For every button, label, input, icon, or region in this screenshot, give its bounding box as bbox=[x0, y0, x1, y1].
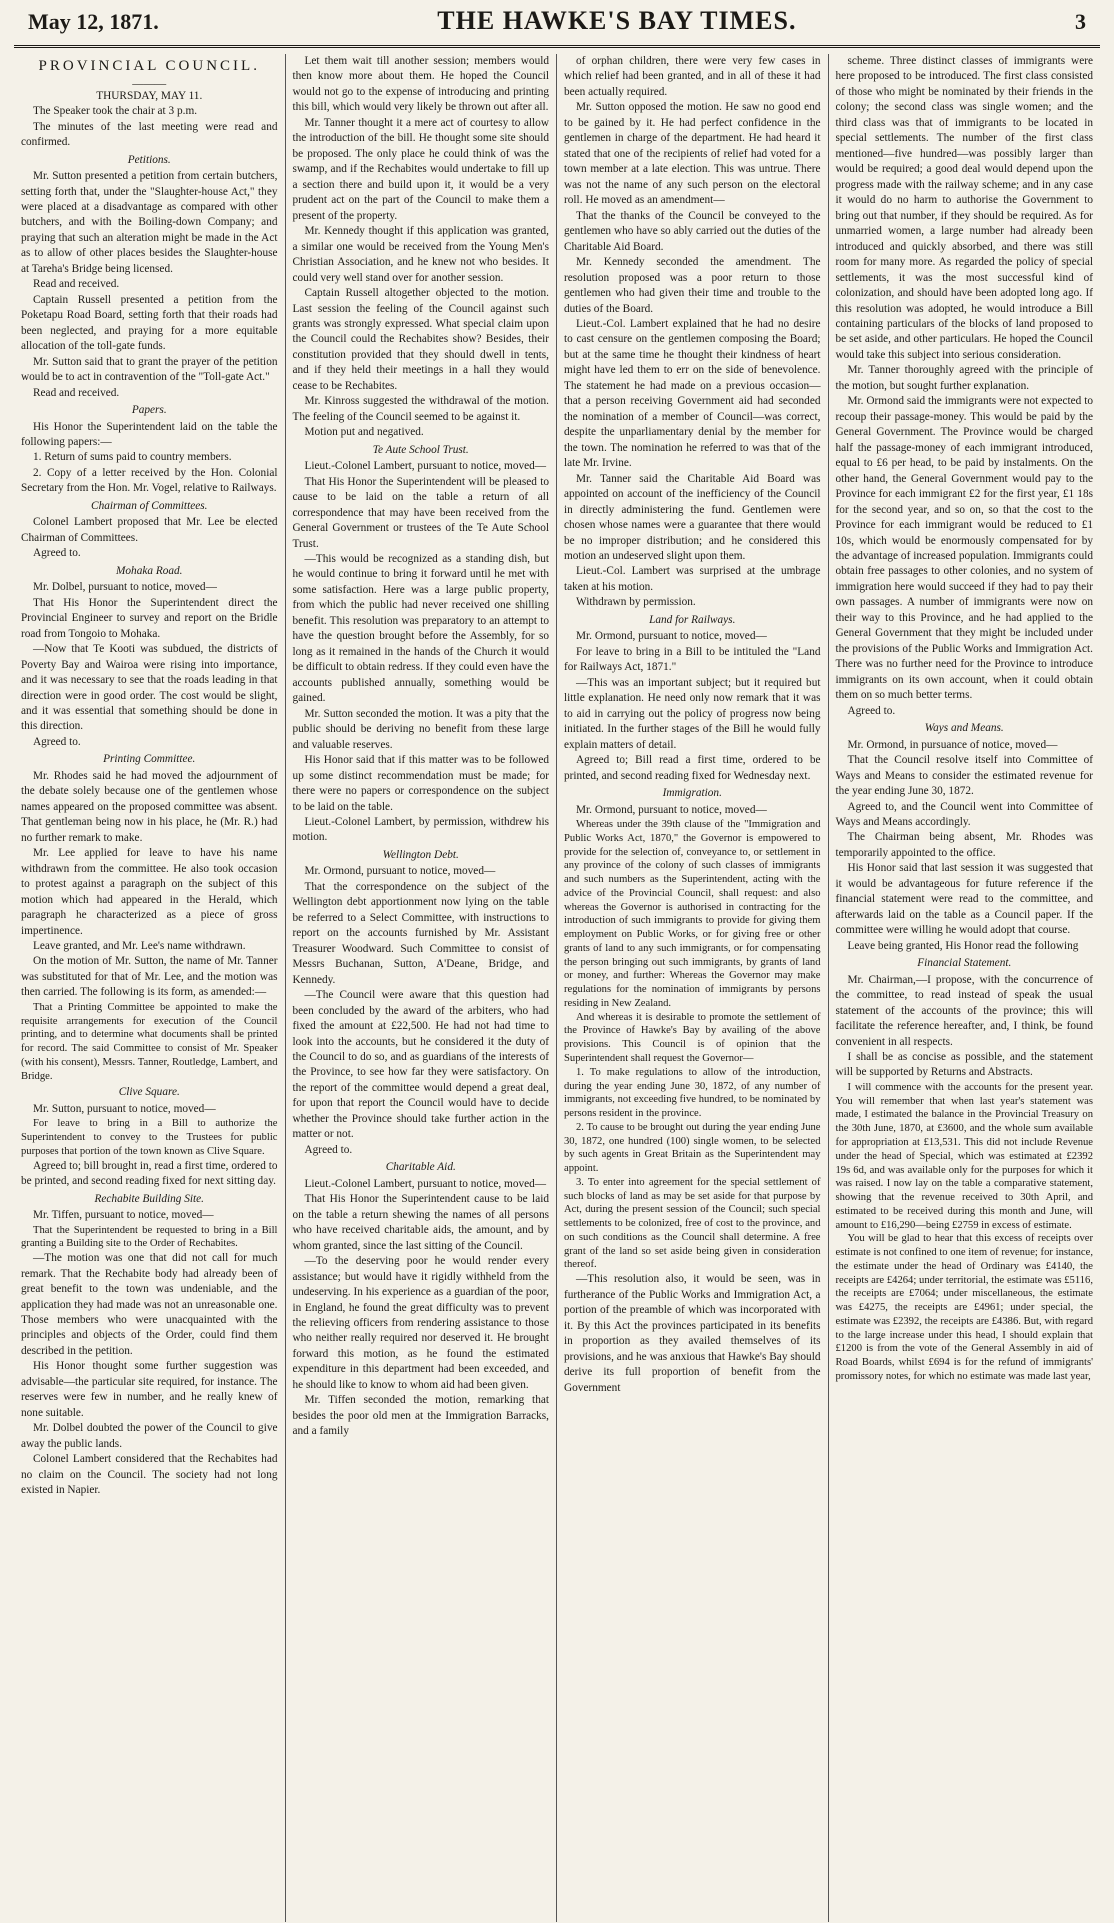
paragraph: That His Honor the Superintendent will be pleased to cause to be laid on the table a return of all correspondence that may have been received from the General Government or trustees of the Te Aute School Trust. bbox=[292, 475, 549, 550]
section-heading: Wellington Debt. bbox=[382, 848, 459, 861]
paragraph: Lieut.-Colonel Lambert, pursuant to notice, moved— bbox=[304, 1177, 547, 1190]
paragraph: Agreed to. bbox=[33, 547, 81, 560]
paragraph: Leave granted, and Mr. Lee's name withdrawn. bbox=[33, 940, 246, 953]
paragraph: The Speaker took the chair at 3 p.m. bbox=[33, 105, 198, 118]
paragraph: —The motion was one that did not call for much remark. That the Rechabite body had already been of great benefit to the town was undeniable, and the application they had made was not an unreasonable one. Those members who were unacquainted with the principles and objects of the Order, could find them described in the petition. bbox=[21, 1252, 278, 1357]
paragraph: Colonel Lambert considered that the Rechabites had no claim on the Council. The society had not long existed in Napier. bbox=[21, 1453, 278, 1497]
paragraph: Mr. Sutton said that to grant the prayer of the petition would be to act in contravention of the "Toll-gate Act." bbox=[21, 355, 278, 384]
paragraph: On the motion of Mr. Sutton, the name of Mr. Tanner was substituted for that of Mr. Lee, and the motion was then carried. The following is its form, as amended:— bbox=[21, 955, 278, 999]
motion-text: For leave to bring in a Bill to authorize the Superintendent to convey to the Trustees for public purposes that portion of the town known as Clive Square. bbox=[21, 1118, 278, 1157]
paragraph: His Honor said that last session it was suggested that it would be advantageous for future reference if the financial statement were read to the committee, and afterwards laid on the table as a Council paper. If the committee were willing he would adopt that course. bbox=[835, 862, 1093, 937]
motion-text: You will be glad to hear that this excess of receipts over estimate is not confined to one item of revenue; for instance, the estimate under the head of Ordinary was £4140, the receipts are £4264; under territorial, the estimate was £5116, the receipts are £7064; under miscellaneous, the estimate was £4275, the receipts are £4961; under special, the estimate was £2392, the receipts are £4386. But, with regard to the large increase under this head, I should explain that £1200 is from the vote of the General Assembly in aid of Road Boards, whilst £694 is for the refund of immigrants' promissory notes, for which no estimate was made last year, bbox=[835, 1233, 1093, 1383]
paragraph: Colonel Lambert proposed that Mr. Lee be elected Chairman of Committees. bbox=[21, 516, 278, 544]
paragraph: Mr. Chairman,—I propose, with the concurrence of the committee, to read instead of speak the usual statement of the accounts of the province; this will facilitate the reference hereafter, and, I think, be found convenient in all respects. bbox=[835, 973, 1093, 1048]
paragraph: Lieut.-Colonel Lambert, by permission, withdrew his motion. bbox=[292, 815, 549, 844]
paragraph: Withdrawn by permission. bbox=[576, 596, 696, 609]
paragraph: Mr. Ormond said the immigrants were not expected to recoup their passage-money. This would be paid by the General Government. The Province would be charged half the passage-money of each immigrant introduced, equal to £6 per head, to be paid by instalments. On the other hand, the General Government would pay to the Province for each immigrant £2 for the first year, £1 18s for the second year, and so on, so that the cost to the Province for each immigrant would be reduced to £1 10s, which would be enormously compensated for by the advantage of increased population. Immigrants could obtain free passages to other colonies, and no system of immigration here would succeed if they had to pay their own passages. A number of immigrants were now on their way to this Province, and he had applied to the General Government that they might be included under the provisions of the Public Works and Immigration Act. There was no further need for the Province to introduce immigrants on its own account, when it could obtain them on so much better terms. bbox=[835, 395, 1093, 702]
section-heading: Chairman of Committees. bbox=[91, 499, 208, 512]
paragraph: I shall be as concise as possible, and the statement will be supported by Returns and Abstracts. bbox=[835, 1051, 1093, 1079]
paragraph: That His Honor the Superintendent cause to be laid on the table a return shewing the names of all persons who have received charitable aids, the amount, and by whom granted, since the last sitting of the Council. bbox=[292, 1193, 549, 1252]
paragraph: scheme. Three distinct classes of immigrants were here proposed to be introduced. The first class consisted of those who might be nominated by their friends in the colony; the second class was single women; and the third class was that of immigrants to be located in special settlements. The number of the first class mentioned—five hundred—was possibly larger than would be required; a good deal would depend upon the progress made with the railway scheme; and in any case it would do no harm to authorise the Government to bring out that number, if they should be required. As for unmarried women, a large number had already been introduced and quickly absorbed, and there was still room for many more. As regarded the policy of special settlements, it was the most successful kind of colonization, and should have been adopted long ago. If this resolution was adopted, he would introduce a Bill containing particulars of the blocks of land proposed to be set aside, and other particulars. He hoped the Council would take this subject into serious consideration. bbox=[835, 55, 1093, 361]
paragraph: Agreed to. bbox=[33, 735, 81, 748]
paragraph: —To the deserving poor he would render every assistance; but would have it rigidly withheld from the undeserving. In his experience as a guardian of the poor, in England, he found the great difficulty was to prevent the relieving officers from rendering assistance to those who neither really required nor deserved it. He brought forward this motion, as he found the estimated expenditure in this department had been exceeded, and he should like to know to whom aid had been given. bbox=[292, 1255, 549, 1391]
paragraph: Mr. Lee applied for leave to have his name withdrawn from the committee. He also took occasion to protest against a paragraph on the subject of this motion which had appeared in the Herald, which paragraph he characterized as a piece of gross impertinence. bbox=[21, 847, 278, 937]
motion-text: 1. To make regulations to allow of the introduction, during the year ending June 30, 1872, of any number of immigrants, not exceeding five hundred, to be nominated by persons resident in the province. bbox=[564, 1066, 821, 1120]
paragraph: That the thanks of the Council be conveyed to the gentlemen who have so ably carried out the duties of the Charitable Aid Board. bbox=[564, 209, 821, 253]
column-4 bbox=[829, 54, 1101, 1922]
paragraph: Captain Russell presented a petition from the Poketapu Road Board, setting forth that their roads had been neglected, and praying for a more equitable allocation of the toll-gate funds. bbox=[21, 293, 278, 353]
paragraph: 1. Return of sums paid to country members. bbox=[33, 451, 232, 464]
paragraph: His Honor thought some further suggestion was advisable—the particular site required, for instance. The reserves were few in number, and he really knew of none suitable. bbox=[21, 1360, 278, 1419]
paragraph: Read and received. bbox=[33, 278, 120, 291]
paragraph: Mr. Sutton presented a petition from certain butchers, setting forth that, under the "Slaughter-house Act," they were placed at a disadvantage as compared with other butchers, and with the Boiling-down Company; and praying that such an alteration might be made in the Act as to allow of other places besides the Slaughter-house at Tareha's Bridge being licensed. bbox=[21, 170, 278, 275]
section-heading: Mohaka Road. bbox=[115, 564, 183, 577]
paragraph: 2. Copy of a letter received by the Hon. Colonial Secretary from the Hon. Mr. Vogel, relative to Railways. bbox=[21, 466, 278, 495]
section-heading: Petitions. bbox=[127, 153, 171, 166]
newspaper-title: THE HAWKE'S BAY TIMES. bbox=[437, 6, 797, 35]
paragraph: Mr. Kennedy seconded the amendment. The resolution proposed was a poor return to those gentlemen who had given their time and trouble to the duties of the Board. bbox=[564, 256, 821, 315]
section-heading: Rechabite Building Site. bbox=[94, 1192, 204, 1205]
motion-text: That a Printing Committee be appointed to make the requisite arrangements for execution of the Council printing, and to determine what documents shall be printed for record. The said Committee to consist of Mr. Speaker (with his consent), Messrs. Tanner, Routledge, Lambert, and Bridge. bbox=[21, 1001, 278, 1082]
paragraph: Mr. Sutton seconded the motion. It was a pity that the public should be deriving no benefit from these large and valuable reserves. bbox=[292, 707, 549, 751]
page-number: 3 bbox=[1074, 9, 1086, 34]
paragraph: —This was an important subject; but it required but little explanation. He need only now remark that it was to aid in carrying out the policy of progress now being initiated. In the further stages of the Bill he would fully explain matters of detail. bbox=[564, 676, 821, 751]
paragraph: —Now that Te Kooti was subdued, the districts of Poverty Bay and Wairoa were rising into importance, and it was necessary to see that the roads leading in that direction were in good order. The cost would be slight, and it was essential that something should be done in this direction. bbox=[21, 643, 278, 733]
column-3 bbox=[557, 54, 829, 1922]
paragraph: Mr. Tanner said the Charitable Aid Board was appointed on account of the inefficiency of the Council in directly administering the fund. Gentlemen were chosen whose names were a guarantee that there would be no improper distribution; and he considered this motion an undeserved slight upon them. bbox=[564, 472, 821, 562]
paragraph: Mr. Rhodes said he had moved the adjournment of the debate solely because one of the gentlemen whose names appeared on the proposed committee was absent. That gentleman being now in his place, he (Mr. R.) had no further remark to make. bbox=[21, 769, 278, 844]
paragraph: Motion put and negatived. bbox=[304, 426, 424, 439]
section-heading: Charitable Aid. bbox=[385, 1161, 456, 1174]
column-1 bbox=[14, 54, 286, 1922]
paragraph: Mr. Kinross suggested the withdrawal of the motion. The feeling of the Council seemed to be against it. bbox=[292, 395, 549, 423]
rule-dash: ——— bbox=[132, 77, 167, 90]
article-columns bbox=[14, 54, 1100, 1922]
section-heading: Ways and Means. bbox=[924, 722, 1004, 735]
dateline: THURSDAY, MAY 11. bbox=[96, 89, 203, 102]
paragraph: —This resolution also, it would be seen, was in furtherance of the Public Works and Immigration Act, a portion of the preamble of which was incorporated with it. By this Act the provinces participated in its benefits in proportion as they availed themselves of its provisions, and he was anxious that Hawke's Bay should derive its full proportion of benefit from the Government bbox=[564, 1273, 821, 1394]
section-heading: Land for Railways. bbox=[649, 613, 736, 626]
paragraph: Captain Russell altogether objected to the motion. Last session the feeling of the Council against such grants was strongly expressed. What special claim upon the Council could the Rechabites show? Besides, their constitution provided that they should dwell in tents, and if they held their meetings in a hall they would cease to be Rechabites. bbox=[292, 287, 549, 392]
paragraph: Agreed to, and the Council went into Committee of Ways and Means accordingly. bbox=[835, 800, 1093, 828]
paragraph: Mr. Sutton, pursuant to notice, moved— bbox=[33, 1102, 216, 1115]
paragraph: Mr. Tiffen, pursuant to notice, moved— bbox=[33, 1209, 214, 1222]
masthead bbox=[14, 6, 1100, 48]
paragraph: Mr. Ormond, pursuant to notice, moved— bbox=[576, 803, 767, 816]
paragraph: Mr. Tiffen seconded the motion, remarking that besides the poor old men at the Immigration Barracks, and a family bbox=[292, 1394, 549, 1438]
paragraph: Mr. Tanner thoroughly agreed with the principle of the motion, but sought further explanation. bbox=[835, 364, 1093, 392]
paragraph: Leave being granted, His Honor read the following bbox=[847, 939, 1079, 952]
motion-text: 3. To enter into agreement for the special settlement of such blocks of land as may be set aside for that purpose by Act, during the present session of the Council; such special settlements to be colonized, free of cost to the province, and on such conditions as the Council shall determine. A free grant of the land so set aside being given in consideration thereof. bbox=[564, 1176, 821, 1271]
paragraph: His Honor said that if this matter was to be followed up some distinct recommendation must be made; for there were no papers or correspondence on the subject to be laid on the table. bbox=[292, 754, 549, 813]
paragraph: Agreed to; bill brought in, read a first time, ordered to be printed, and second reading fixed for next sitting day. bbox=[21, 1159, 278, 1188]
paragraph: of orphan children, there were very few cases in which relief had been granted, and in all of these it had been actually required. bbox=[564, 55, 821, 98]
paragraph: Mr. Dolbel, pursuant to notice, moved— bbox=[33, 581, 217, 594]
paragraph: Agreed to. bbox=[304, 1143, 353, 1156]
paragraph: Mr. Ormond, pursuant to notice, moved— bbox=[304, 865, 496, 878]
column-2 bbox=[286, 54, 558, 1922]
motion-text: And whereas it is desirable to promote the settlement of the Province of Hawke's Bay by availing of the above provisions. This Council is of opinion that the Superintendent shall request the Governor— bbox=[564, 1011, 821, 1064]
section-heading: Papers. bbox=[131, 404, 167, 417]
section-heading: Clive Square. bbox=[118, 1086, 180, 1099]
paragraph: That His Honor the Superintendent direct the Provincial Engineer to survey and report on the Bridle road from Tongoio to Mohaka. bbox=[21, 596, 278, 640]
paragraph: Lieut.-Colonel Lambert, pursuant to notice, moved— bbox=[304, 460, 547, 473]
paragraph: Mr. Ormond, in pursuance of notice, moved— bbox=[847, 738, 1058, 751]
paragraph: Mr. Dolbel doubted the power of the Council to give away the public lands. bbox=[21, 1422, 278, 1450]
paragraph: Let them wait till another session; members would then know more about them. He hoped the Council would not go to the expense of introducing and printing this bill, which would very likely be thrown out after all. bbox=[292, 55, 549, 114]
paragraph: Agreed to; Bill read a first time, ordered to be printed, and second reading fixed for Wednesday next. bbox=[564, 754, 821, 782]
paragraph: Read and received. bbox=[33, 386, 120, 399]
paragraph: Mr. Sutton opposed the motion. He saw no good end to be gained by it. He had perfect confidence in the gentlemen in charge of the department. He had heard it stated that one of the recipients of relief had voted for a town member at a late election. This was untrue. There was not the name of any such person on the electoral roll. He moved as an amendment— bbox=[564, 101, 821, 207]
section-heading: Immigration. bbox=[662, 787, 722, 800]
paragraph: Lieut.-Col. Lambert explained that he had no desire to cast censure on the gentlemen composing the Board; but at the same time he thought their kindness of heart might have led them to err on the side of benevolence. The statement he had made on a previous occasion—that a person receiving Government aid had seconded the nomination of a member of Council—was correct, despite the unparliamentary denial by the member for the town. The nomination he referred to was that of the late Mr. Irvine. bbox=[564, 317, 821, 470]
section-heading: Te Aute School Trust. bbox=[372, 443, 469, 456]
report-title: PROVINCIAL COUNCIL. bbox=[38, 58, 260, 74]
paragraph: Mr. Kennedy thought if this application was granted, a similar one would be received from the Young Men's Christian Association, and he knew not who besides. It could very well stand over for another session. bbox=[292, 225, 549, 284]
paragraph: The Chairman being absent, Mr. Rhodes was temporarily appointed to the office. bbox=[835, 831, 1093, 859]
paragraph: Mr. Tanner thought it a mere act of courtesy to allow the introduction of the bill. He thought some site should be proposed. The only place he could think of was the swamp, and if the Rechabites would undertake to fill up a section there and build upon it, it would be a very prudent act on the part of the Council to make them a present of the property. bbox=[292, 116, 549, 222]
paragraph: The minutes of the last meeting were read and confirmed. bbox=[21, 120, 278, 149]
paragraph: Agreed to. bbox=[847, 704, 896, 717]
paragraph: Lieut.-Col. Lambert was surprised at the umbrage taken at his motion. bbox=[564, 565, 821, 593]
motion-text: That the Superintendent be requested to bring in a Bill granting a Building site to the Order of Rechabites. bbox=[21, 1224, 278, 1250]
paragraph: His Honor the Superintendent laid on the table the following papers:— bbox=[21, 420, 278, 449]
paragraph: For leave to bring in a Bill to be intituled the "Land for Railways Act, 1871." bbox=[564, 645, 821, 674]
issue-date: May 12, 1871. bbox=[28, 9, 159, 34]
section-heading: Financial Statement. bbox=[917, 957, 1012, 970]
paragraph: Mr. Ormond, pursuant to notice, moved— bbox=[576, 630, 767, 643]
paragraph: That the correspondence on the subject of the Wellington debt apportionment now lying on the table be referred to a Select Committee, with instructions to report on the accounts furnished by Mr. Assistant Treasurer Woodward. Such Committee to consist of Messrs Buchanan, Sutton, A'Deane, Bridge, and Kennedy. bbox=[292, 880, 549, 986]
motion-text: Whereas under the 39th clause of the "Immigration and Public Works Act, 1870," the Governor is empowered to provide for the selection of, conveyance to, or settlement in any province of the colony of such classes of immigrants and such numbers as the Superintendent, acting with the advice of the Provincial Council, shall request: and also whereas the Governor is authorised in contracting for the introduction of such immigrants to provide for giving them employment on Public Works, or for giving free or other grants of land to any such immigrants, or for compensating the person bringing out such immigrants, by grants of land or money, and further: Whereas the Governor may make regulations for the nomination of immigrants by persons residing in New Zealand. bbox=[564, 818, 821, 1009]
paragraph: —This would be recognized as a standing dish, but he would continue to bring it forward until he met with some satisfaction. Here was a large public property, from which the public had never received one shilling benefit. This resolution was preparatory to an attempt to have the question brought before the Assembly, for so long as it remained in the hands of the Church it would be difficult to obtain redress. If they could even have the accounts published annually, something would be gained. bbox=[292, 553, 549, 705]
motion-text: I will commence with the accounts for the present year. You will remember that when last year's statement was made, I estimated the balance in the Provincial Treasury on the 30th June, 1870, at £3600, and the whole sum available for appropriation at £13,531. This did not include Revenue under the head of Special, which was estimated at £2392 19s 6d, and was available only for the purposes for which it was raised. I now lay on the table a comparative statement, showing that the revenue received to 30th April, and estimated to be received during this month and June, will amount to £16,290—being £2759 in excess of estimate. bbox=[835, 1081, 1093, 1231]
motion-text: 2. To cause to be brought out during the year ending June 30, 1872, one hundred (100) single women, to be selected by such agents in Great Britain as the Superintendent may appoint. bbox=[564, 1121, 821, 1175]
paragraph: That the Council resolve itself into Committee of Ways and Means to consider the estimated revenue for the year ending June 30, 1872. bbox=[835, 754, 1093, 798]
section-heading: Printing Committee. bbox=[103, 753, 196, 766]
paragraph: —The Council were aware that this question had been concluded by the award of the arbiters, who had fixed the amount at £22,500. He had not had time to look into the accounts, but he considered it the duty of the Council to do so, and as guardians of the interests of the Province, to see how far they were satisfactory. On the report of the committee would depend a great deal, for upon that report the Council would have to decide whether the Province should take further action in the matter or not. bbox=[292, 989, 549, 1141]
